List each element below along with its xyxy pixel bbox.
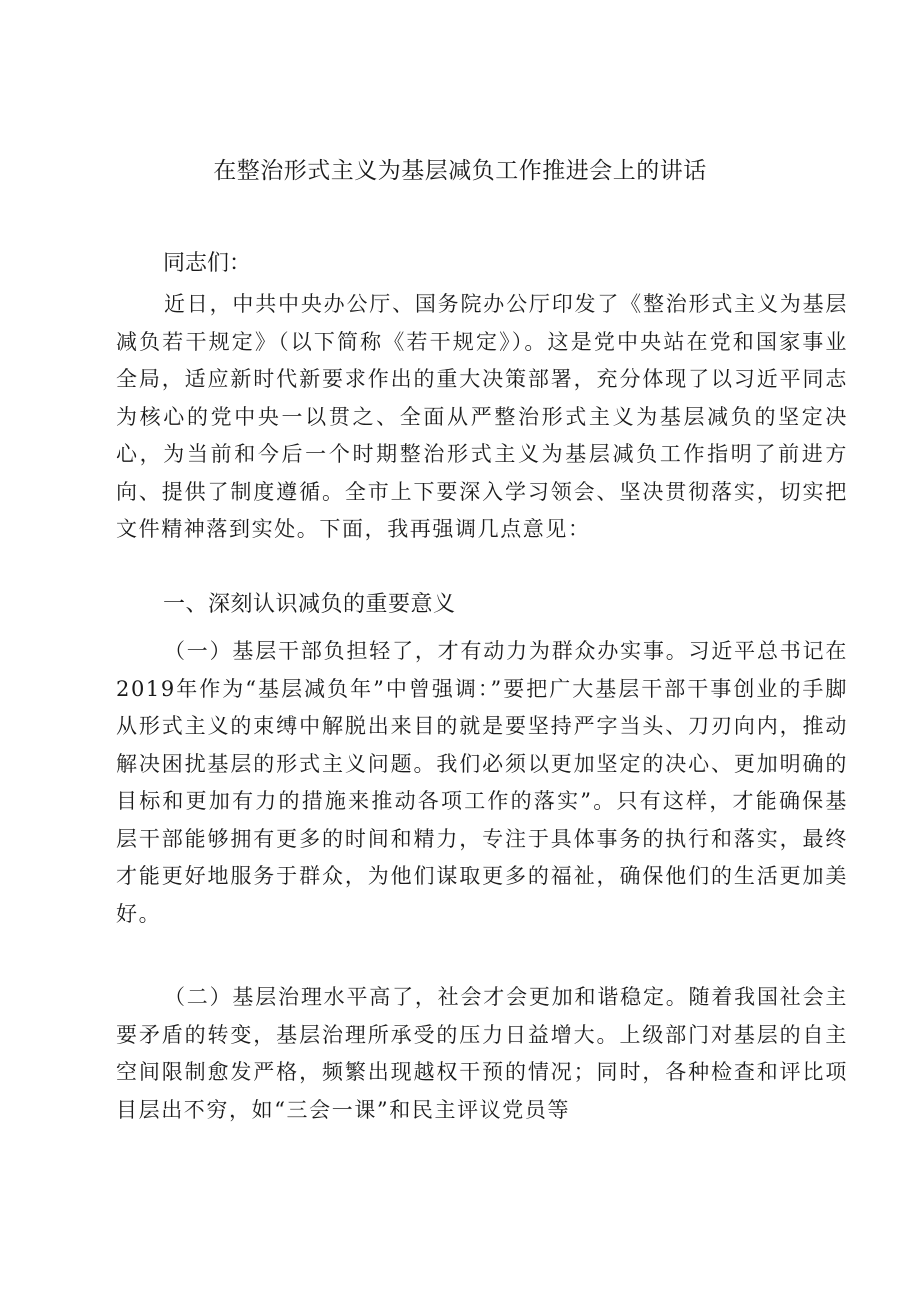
salutation: 同志们：	[163, 251, 252, 276]
section-heading: 一、深刻认识减负的重要意义	[163, 592, 456, 617]
body-paragraph: （二）基层治理水平高了，社会才会更加和谐稳定。随着我国社会主要矛盾的转变，基层治理所承受的压力日益增大。上级部门对基层的自主空间限制愈发严格，频繁出现越权干预的情况；同时，各种检查和评比项目层出不穷，如“三会一课”和民主评议党员等	[116, 985, 848, 1122]
body-paragraph: （一）基层干部负担轻了，才有动力为群众办实事。习近平总书记在2019年作为“基层减负年”中曾强调：”要把广大基层干部干事创业的手脚从形式主义的束缚中解脱出来目的就是要坚持严字当头、刀刃向内，推动解决困扰基层的形式主义问题。我们必须以更加坚定的决心、更加明确的目标和更加有力的措施来推动各项工作的落实”。只有这样，才能确保基层干部能够拥有更多的时间和精力，专注于具体事务的执行和落实，最终才能更好地服务于群众，为他们谋取更多的福祉，确保他们的生活更加美好。	[116, 639, 848, 926]
document-title: 在整治形式主义为基层减负工作推进会上的讲话	[213, 158, 707, 184]
intro-paragraph: 近日，中共中央办公厅、国务院办公厅印发了《整治形式主义为基层减负若干规定》（以下简称《若干规定》）。这是党中央站在党和国家事业全局，适应新时代新要求作出的重大决策部署，充分体现了以习近平同志为核心的党中央一以贯之、全面从严整治形式主义为基层减负的坚定决心，为当前和今后一个时期整治形式主义为基层减负工作指明了前进方向、提供了制度遵循。全市上下要深入学习领会、坚决贯彻落实，切实把文件精神落到实处。下面，我再强调几点意见：	[116, 292, 848, 541]
